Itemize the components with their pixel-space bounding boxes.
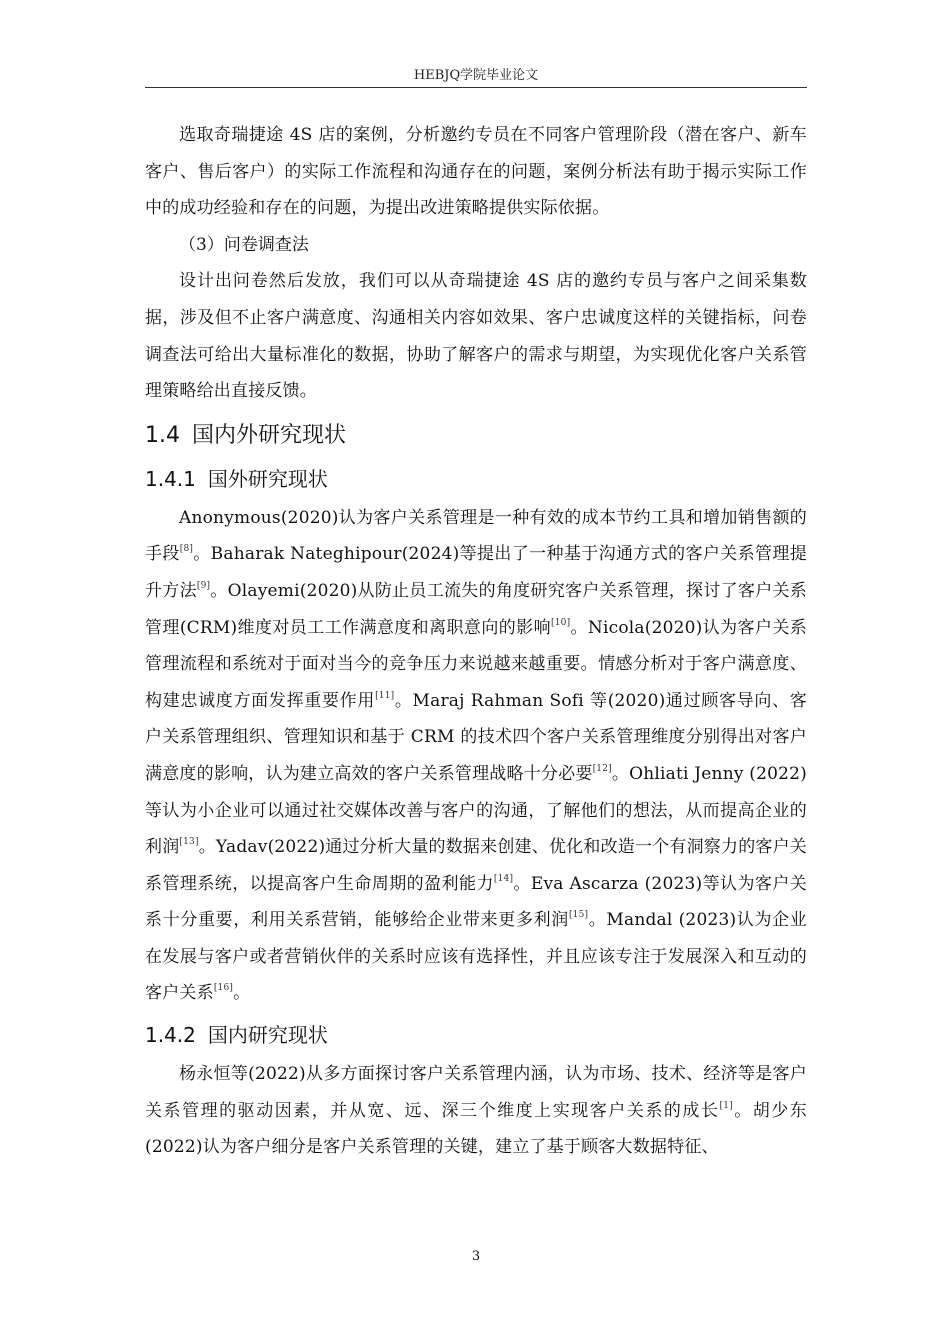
- citation-ref: [13]: [179, 837, 199, 848]
- section-title: 国内研究现状: [207, 1023, 328, 1048]
- paragraph-case-study: 选取奇瑞捷途 4S 店的案例，分析邀约专员在不同客户管理阶段（潜在客户、新车客户、售后客户）的实际工作流程和沟通存在的问题，案例分析法有助于揭示实际工作中的成功经验和存在的问题，为提出改进策略提供实际依据。: [145, 125, 807, 219]
- section-number: 1.4.2: [145, 1023, 196, 1048]
- section-number: 1.4: [145, 422, 180, 448]
- citation-ref: [11]: [375, 690, 395, 701]
- section-title: 国内外研究现状: [192, 422, 347, 448]
- citation-ref: [15]: [568, 910, 589, 921]
- page-number: 3: [471, 1249, 481, 1264]
- text-run: Anonymous(2020)认为客户关系管理是一种有效的成本节约工具和增加销售额的手段: [145, 507, 807, 565]
- text-run: 杨永恒等(2022)从多方面探讨客户关系管理内涵，认为市场、技术、经济等是客户关系管理的驱动因素，并从宽、远、深三个维度上实现客户关系的成长: [145, 1064, 807, 1121]
- text-run: 。Nicola(2020)认为客户关系管理流程和系统对于面对当今的竞争压力来说越来越重要。情感分析对于客户满意度、构建忠诚度方面发挥重要作用: [145, 617, 807, 711]
- citation-ref: [12]: [592, 763, 612, 774]
- section-number: 1.4.1: [145, 466, 196, 491]
- citation-ref: [1]: [719, 1100, 733, 1111]
- header-rule: [145, 87, 807, 88]
- text-run: 。Eva Ascarza (2023)等认为客户关系十分重要，利用关系营销，能够给企业带来更多利润: [145, 873, 807, 931]
- citation-ref: [10]: [551, 617, 571, 628]
- text-run: 。胡少东(2022)认为客户细分是客户关系管理的关键，建立了基于顾客大数据特征、: [145, 1100, 807, 1158]
- section-title: 国外研究现状: [207, 466, 328, 491]
- paragraph-domestic-research: [145, 1056, 807, 1166]
- citation-ref: [9]: [196, 580, 211, 591]
- text-run: 。Mandal (2023)认为企业在发展与客户或者营销伙伴的关系时应该有选择性，并且应该专注于发展深入和互动的客户关系: [145, 910, 807, 1004]
- section-heading-1-4-2: [145, 1016, 807, 1054]
- section-heading-1-4-1: [145, 460, 807, 498]
- method-heading-survey: （3）问卷调查法: [179, 234, 309, 255]
- body-text: [145, 117, 807, 1166]
- running-header: HEBJQ学院毕业论文: [413, 68, 539, 83]
- citation-ref: [8]: [179, 544, 194, 555]
- text-run: 。Olayemi(2020)从防止员工流失的角度研究客户关系管理，探讨了客户关系管理(CRM)维度对员工工作满意度和离职意向的影响: [145, 580, 807, 638]
- text-run: 。Ohliati Jenny (2022)等认为小企业可以通过社交媒体改善与客户的沟通，了解他们的想法，从而提高企业的利润: [145, 763, 807, 858]
- paragraph-foreign-research: [145, 500, 807, 1012]
- section-heading-1-4: [145, 416, 807, 456]
- text-run: 。Maraj Rahman Sofi 等(2020)通过顾客导向、客户关系管理组织、管理知识和基于 CRM 的技术四个客户关系管理维度分别得出对客户满意度的影响，认为建立高效的客户关系管理战略十分必要: [145, 690, 807, 784]
- text-run: 。Baharak Nateghipour(2024)等提出了一种基于沟通方式的客户关系管理提升方法: [145, 544, 807, 601]
- citation-ref: [16]: [213, 983, 234, 994]
- text-run: 。: [233, 983, 251, 1004]
- paragraph-survey: 设计出问卷然后发放，我们可以从奇瑞捷途 4S 店的邀约专员与客户之间采集数据，涉及但不止客户满意度、沟通相关内容如效果、客户忠诚度这样的关键指标，问卷调查法可给出大量标准化的数据，协助了解客户的需求与期望，为实现优化客户关系管理策略给出直接反馈。: [145, 271, 807, 402]
- citation-ref: [14]: [493, 873, 514, 884]
- text-run: 。Yadav(2022)通过分析大量的数据来创建、优化和改造一个有洞察力的客户关系管理系统，以提高客户生命周期的盈利能力: [145, 837, 808, 894]
